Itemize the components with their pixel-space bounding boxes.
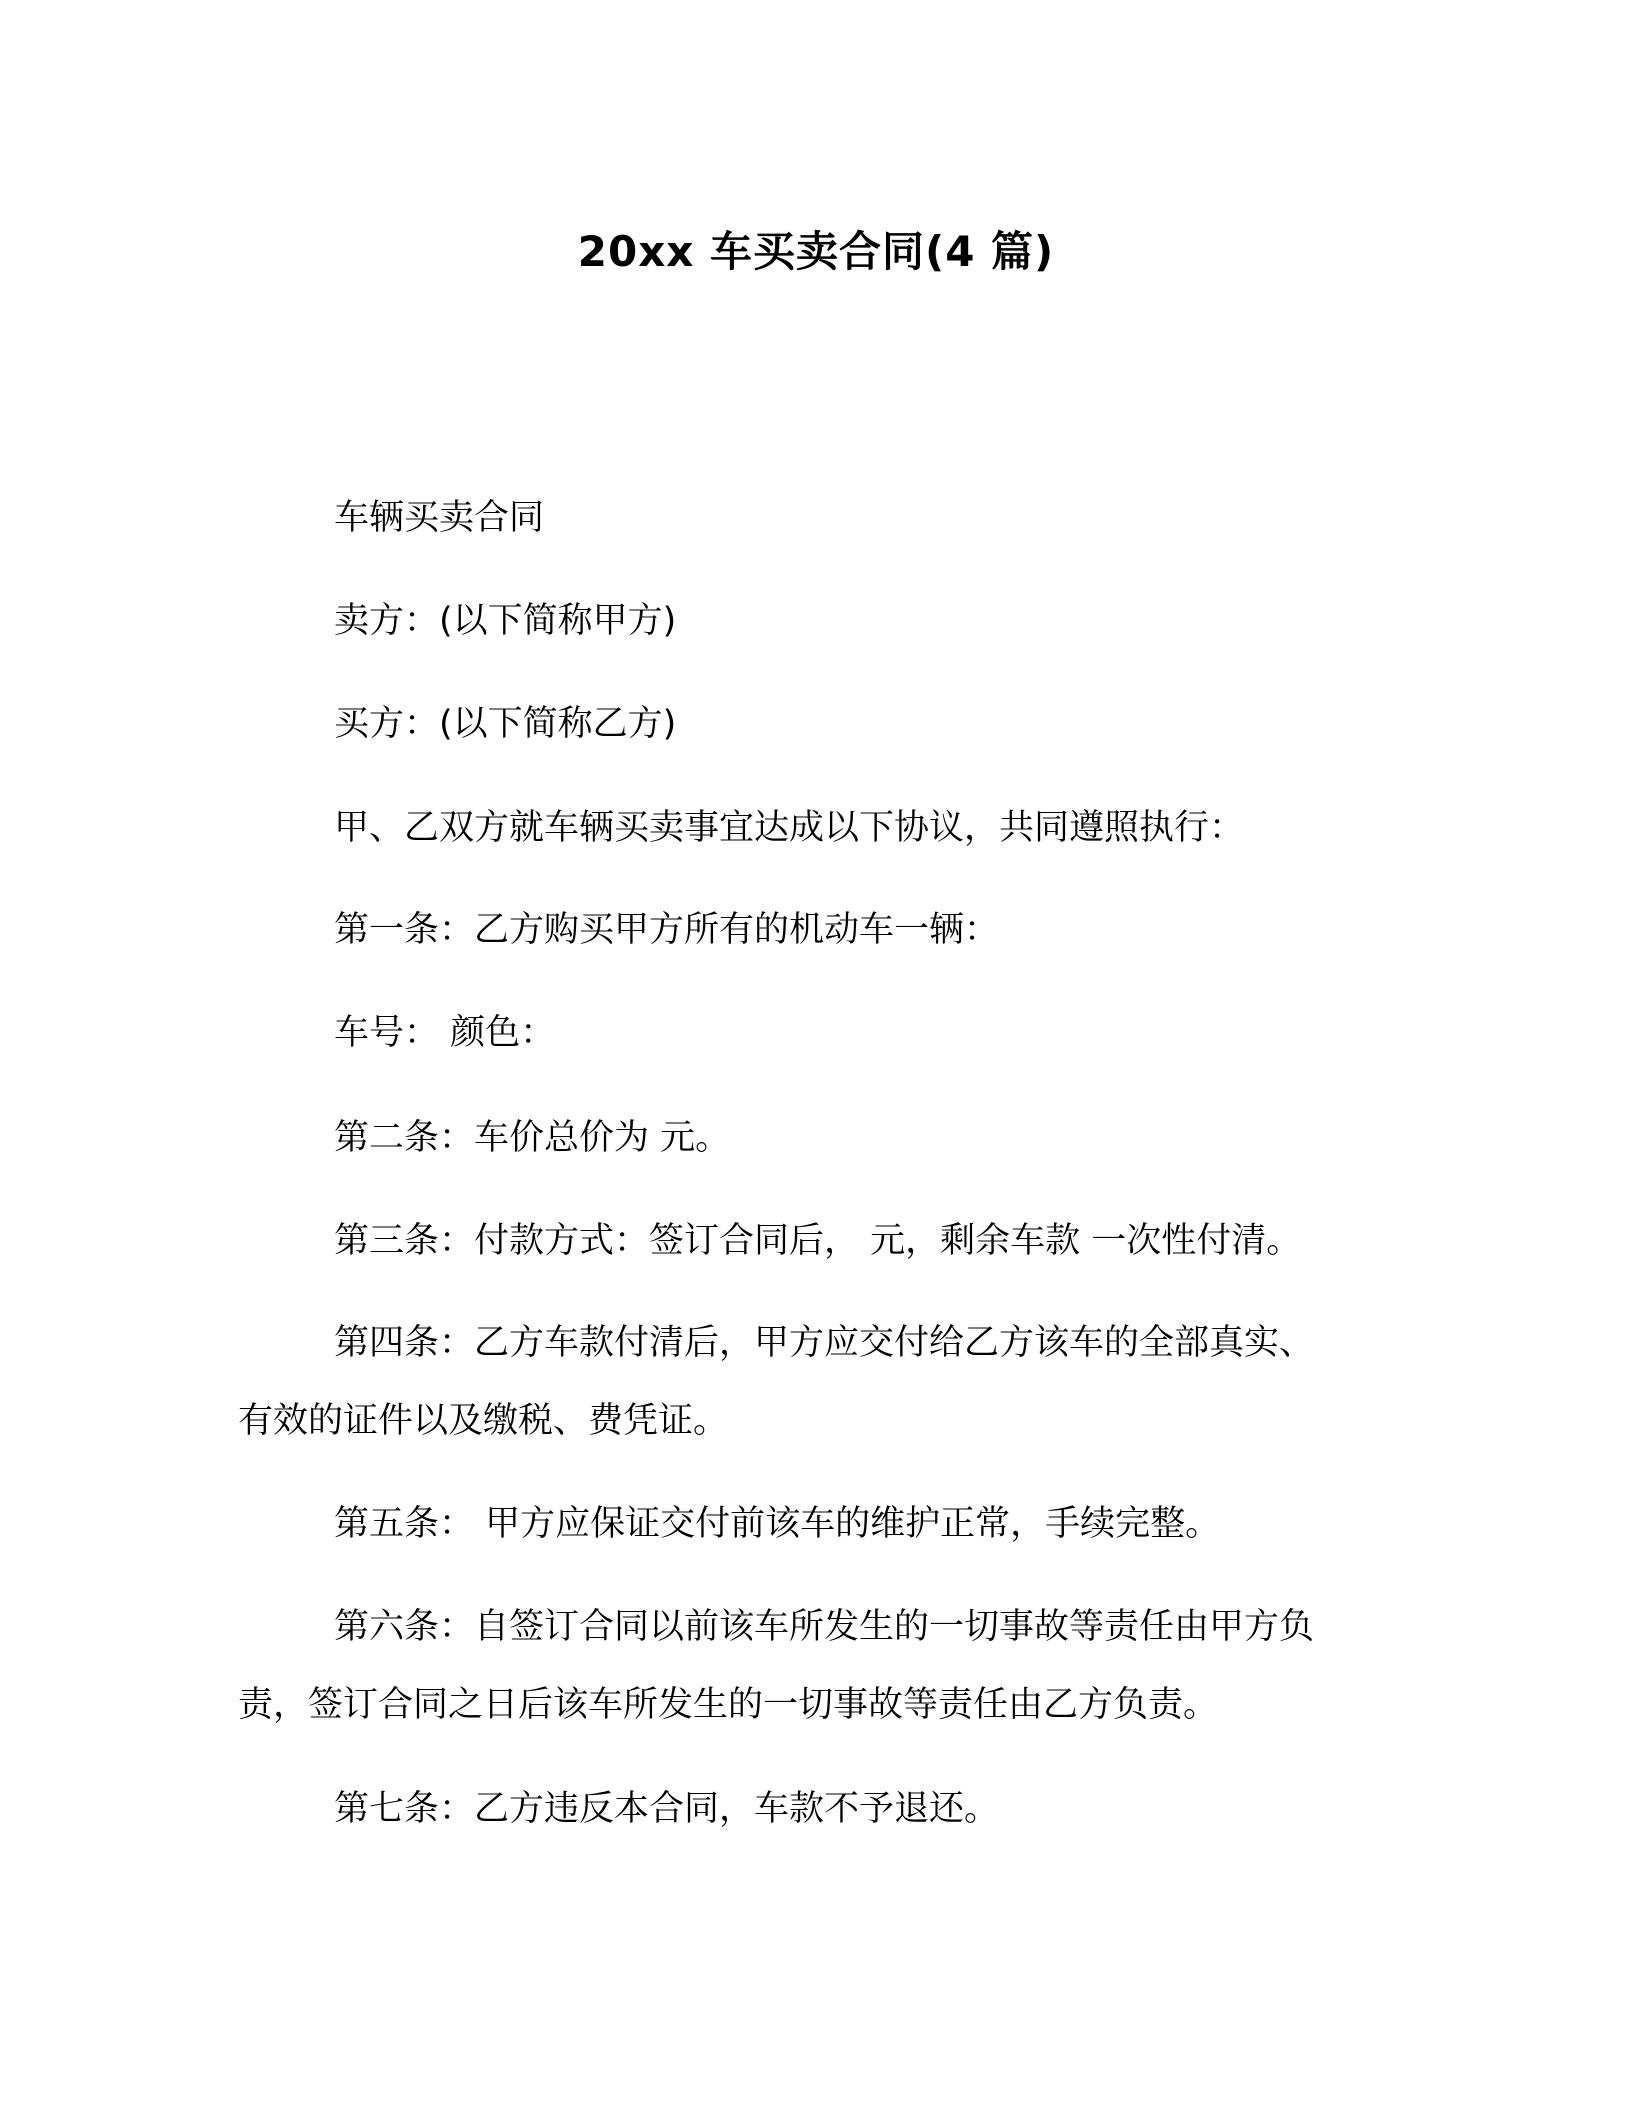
- paragraph-article-1: 第一条：乙方购买甲方所有的机动车一辆：: [334, 910, 1000, 950]
- paragraph-seller: 卖方：(以下简称甲方): [334, 601, 677, 641]
- paragraph-article-6-line-2: 责，签订合同之日后该车所发生的一切事故等责任由乙方负责。: [238, 1685, 1219, 1725]
- paragraph-contract-heading: 车辆买卖合同: [334, 498, 545, 538]
- paragraph-plate-color: 车号： 颜色：: [334, 1013, 556, 1053]
- paragraph-article-2: 第二条：车价总价为 元。: [334, 1118, 731, 1158]
- paragraph-article-7: 第七条：乙方违反本合同，车款不予退还。: [334, 1789, 1000, 1829]
- paragraph-article-4-line-1: 第四条：乙方车款付清后，甲方应交付给乙方该车的全部真实、: [334, 1323, 1315, 1363]
- paragraph-article-5: 第五条： 甲方应保证交付前该车的维护正常，手续完整。: [334, 1504, 1221, 1544]
- paragraph-buyer: 买方：(以下简称乙方): [334, 704, 677, 744]
- paragraph-agreement-intro: 甲、乙双方就车辆买卖事宜达成以下协议，共同遵照执行：: [334, 808, 1245, 848]
- paragraph-article-3: 第三条：付款方式：签订合同后， 元，剩余车款 一次性付清。: [334, 1221, 1302, 1261]
- document-title: 20xx 车买卖合同(4 篇): [577, 227, 1055, 276]
- paragraph-article-4-line-2: 有效的证件以及缴税、费凭证。: [238, 1401, 729, 1441]
- paragraph-article-6-line-1: 第六条：自签订合同以前该车所发生的一切事故等责任由甲方负: [334, 1607, 1315, 1647]
